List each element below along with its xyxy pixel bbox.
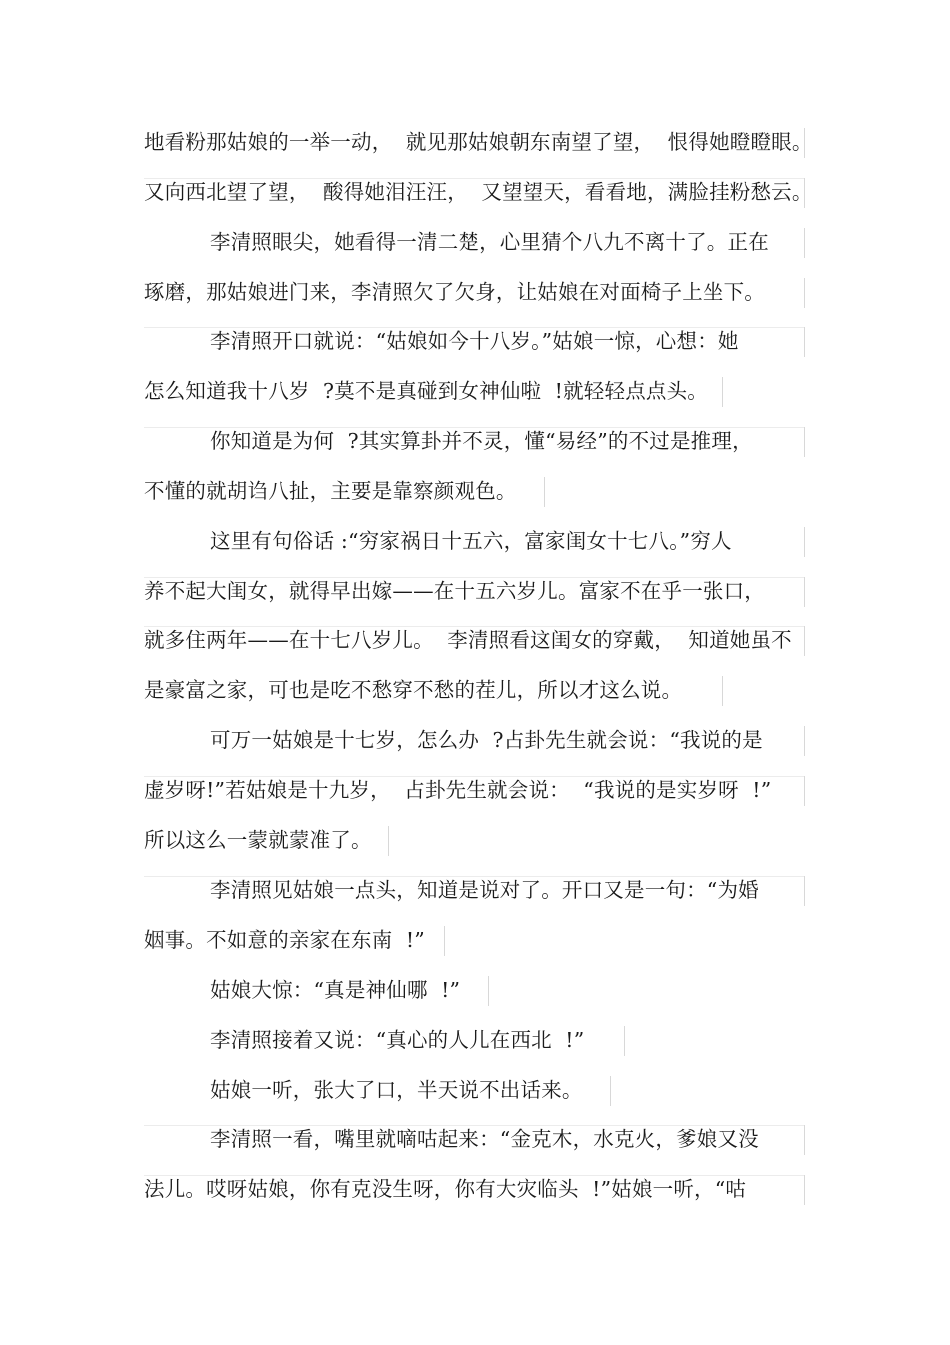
margin-rule <box>610 1076 611 1106</box>
margin-rule <box>804 1175 805 1205</box>
margin-rule <box>804 327 805 357</box>
text-line: 所以这么一蒙就蒙准了。 <box>144 828 372 852</box>
paragraph-start-line: 李清照见姑娘一点头，知道是说对了。开口又是一句：“为婚 <box>210 878 759 902</box>
paragraph-start-line: 这里有句俗话 :“穷家祸日十五六，富家闺女十七八。”穷人 <box>210 529 732 553</box>
paragraph-start-line: 李清照眼尖，她看得一清二楚，心里猜个八九不离十了。正在 <box>210 230 769 254</box>
text-line: 地看粉那姑娘的一举一动， 就见那姑娘朝东南望了望， 恨得她瞪瞪眼。 <box>144 130 813 154</box>
margin-rule <box>804 278 805 308</box>
paragraph-start-line: 李清照接着又说：“真心的人儿在西北 !” <box>210 1028 585 1052</box>
paragraph-start-line: 可万一姑娘是十七岁，怎么办 ?占卦先生就会说：“我说的是 <box>210 728 763 752</box>
margin-rule <box>488 976 489 1006</box>
text-line: 琢磨，那姑娘进门来，李清照欠了欠身，让姑娘在对面椅子上坐下。 <box>144 280 765 304</box>
margin-rule <box>804 876 805 906</box>
text-line: 是豪富之家，可也是吃不愁穿不愁的茬儿，所以才这么说。 <box>144 678 683 702</box>
text-line: 虚岁呀!”若姑娘是十九岁， 占卦先生就会说： “我说的是实岁呀 !” <box>144 778 772 802</box>
text-line: 就多住两年——在十七八岁儿。 李清照看这闺女的穿戴， 知道她虽不 <box>144 628 792 652</box>
margin-rule <box>804 1125 805 1155</box>
text-line: 养不起大闺女，就得早出嫁——在十五六岁儿。富家不在乎一张口， <box>144 579 765 603</box>
margin-rule <box>388 826 389 856</box>
margin-rule <box>544 477 545 507</box>
text-line: 怎么知道我十八岁 ?莫不是真碰到女神仙啦 !就轻轻点点头。 <box>144 379 708 403</box>
paragraph-start-line: 李清照一看，嘴里就嘀咕起来：“金克木，水克火，爹娘又没 <box>210 1127 759 1151</box>
paragraph-start-line: 姑娘大惊：“真是神仙哪 !” <box>210 978 461 1002</box>
margin-rule <box>722 377 723 407</box>
margin-rule <box>804 776 805 806</box>
margin-rule <box>444 926 445 956</box>
margin-rule <box>804 577 805 607</box>
margin-rule <box>804 427 805 457</box>
margin-rule <box>804 527 805 557</box>
text-line: 法儿。哎呀姑娘，你有克没生呀，你有大灾临头 !”姑娘一听，“咕 <box>144 1177 747 1201</box>
paragraph-start-line: 姑娘一听，张大了口，半天说不出话来。 <box>210 1078 583 1102</box>
text-line: 又向西北望了望， 酸得她泪汪汪， 又望望天，看看地，满脸挂粉愁云。 <box>144 180 813 204</box>
margin-rule <box>804 626 805 656</box>
text-line: 姻事。不如意的亲家在东南 !” <box>144 928 425 952</box>
margin-rule <box>624 1026 625 1056</box>
paragraph-start-line: 你知道是为何 ?其实算卦并不灵，懂“易经”的不过是推理， <box>210 429 753 453</box>
margin-rule <box>722 676 723 706</box>
margin-rule <box>804 228 805 258</box>
text-line: 不懂的就胡诌八扯，主要是靠察颜观色。 <box>144 479 517 503</box>
margin-rule <box>804 726 805 756</box>
paragraph-start-line: 李清照开口就说：“姑娘如今十八岁。”姑娘一惊，心想：她 <box>210 329 739 353</box>
